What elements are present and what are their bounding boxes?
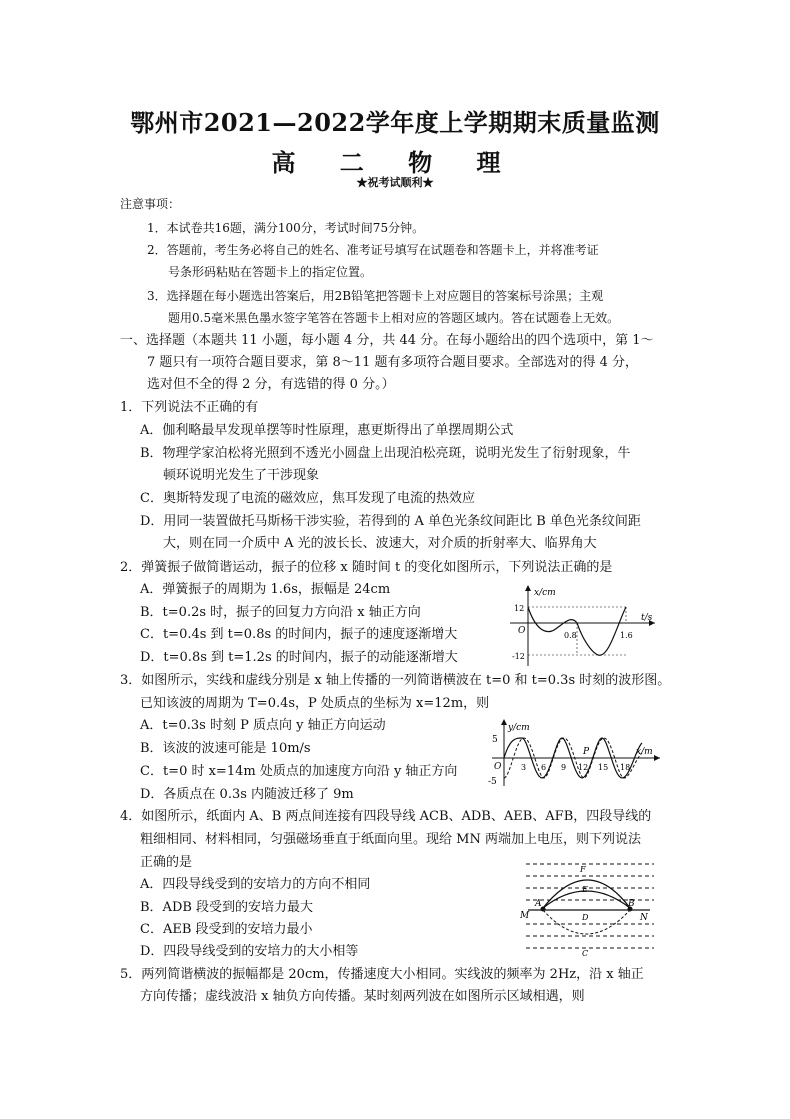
oscillation-graph: [500, 583, 660, 668]
y-tick-bottom: -5: [488, 777, 497, 787]
y-axis-label: y/cm: [508, 723, 530, 733]
notes-heading: 注意事项：: [120, 197, 181, 211]
option-c: C．t=0.4s 到 t=0.8s 的时间内，振子的速度逐渐增大: [140, 627, 458, 642]
y-tick-bottom: -12: [512, 652, 525, 661]
x-tick-1-6: 1.6: [620, 631, 633, 640]
question-stem-cont: 正确的是: [140, 855, 193, 870]
option-d: D．用同一装置做托马斯杨干涉实验，若得到的 A 单色光条纹间距比 B 单色光条纹间距: [140, 514, 641, 529]
blessing-line: ★祝考试顺利★: [356, 176, 434, 189]
option-b: B．物理学家泊松将光照到不透光小圆盘上出现泊松亮斑，说明光发生了衍射现象，牛: [140, 446, 631, 461]
label-e: E: [582, 885, 588, 894]
option-c: C．t=0 时 x=14m 处质点的加速度方向沿 y 轴正方向: [140, 764, 458, 779]
option-a: A．弹簧振子的周期为 1.6s，振幅是 24cm: [140, 582, 391, 597]
wire-magnetic-diagram: [518, 858, 658, 958]
section-heading: 一、选择题（本题共 11 小题，每小题 4 分，共 44 分。在每小题给出的四个选项中，第 1～: [120, 333, 654, 348]
label-b: B: [628, 899, 635, 909]
x-tick: 9: [561, 763, 567, 772]
option-d-cont: 大，则在同一介质中 A 光的波长长、波速大，对介质的折射率大、临界角大: [163, 536, 597, 551]
point-p-label: P: [583, 747, 590, 757]
question-stem-cont: 方向传播；虚线波沿 x 轴负方向传播。某时刻两列波在如图所示区域相遇，则: [140, 989, 585, 1004]
option-a: A．四段导线受到的安培力的方向不相同: [140, 877, 371, 892]
option-d: D．各质点在 0.3s 内随波迁移了 9m: [140, 787, 354, 802]
x-tick: 3: [521, 763, 527, 772]
note-item: 3．选择题在每小题选出答案后，用2B铅笔把答题卡上对应题目的答案标号涂黑；主观: [147, 289, 604, 303]
x-tick: 18: [620, 763, 631, 772]
origin-label: O: [518, 626, 526, 636]
label-a: A: [535, 899, 542, 909]
option-c: C．AEB 段受到的安培力最小: [140, 922, 313, 937]
section-heading: 选对但不全的得 2 分，有选错的得 0 分。）: [147, 377, 395, 392]
option-b-cont: 顿环说明光发生了干涉现象: [163, 468, 320, 483]
question-stem-cont: 粗细相同、材料相同，匀强磁场垂直于纸面向里。现给 MN 两端加上电压，则下列说法: [140, 832, 641, 847]
question-stem: 4．如图所示，纸面内 A、B 两点间连接有四段导线 ACB、ADB、AEB、AFB，四段导线的: [120, 809, 652, 824]
note-item: 号条形码粘贴在答题卡上的指定位置。: [168, 265, 373, 279]
x-tick: 12: [578, 763, 589, 772]
x-tick-0-8: 0.8: [564, 631, 577, 640]
option-d: D．t=0.8s 到 t=1.2s 的时间内，振子的动能逐渐增大: [140, 650, 458, 665]
x-axis-label: t/s: [641, 613, 653, 623]
option-a: A．伽利略最早发现单摆等时性原理，惠更斯得出了单摆周期公式: [140, 423, 514, 438]
exam-title: 鄂州市2021—2022学年度上学期期末质量监测: [130, 108, 660, 137]
label-n: N: [640, 913, 648, 923]
note-item: 2．答题前，考生务必将自己的姓名、准考证号填写在试题卷和答题卡上，并将准考证: [147, 243, 599, 257]
y-tick-top: 12: [514, 604, 525, 613]
x-tick: 15: [598, 763, 609, 772]
y-tick-top: 5: [492, 735, 498, 745]
note-item: 1．本试卷共16题，满分100分，考试时间75分钟。: [147, 221, 425, 235]
option-c: C．奥斯特发现了电流的磁效应，焦耳发现了电流的热效应: [140, 491, 475, 506]
option-b: B．t=0.2s 时，振子的回复力方向沿 x 轴正方向: [140, 605, 421, 620]
option-b: B．该波的波速可能是 10m/s: [140, 741, 311, 756]
x-tick: 6: [541, 763, 547, 772]
question-stem: 1．下列说法不正确的有: [120, 400, 259, 415]
subject-title: 高 二 物 理: [271, 148, 519, 177]
label-d: D: [582, 913, 589, 922]
note-item: 题用0.5毫米黑色墨水签字笔答在答题卡上相对应的答题区域内。答在试题卷上无效。: [168, 311, 620, 325]
section-heading: 7 题只有一项符合题目要求，第 8～11 题有多项符合题目要求。全部选对的得 4 分，: [147, 355, 639, 370]
label-m: M: [520, 911, 530, 921]
question-stem-cont: 已知该波的周期为 T=0.4s，P 处质点的坐标为 x=12m，则: [140, 696, 490, 711]
option-b: B．ADB 段受到的安培力最大: [140, 900, 314, 915]
label-f: F: [580, 865, 586, 874]
question-stem: 3．如图所示，实线和虚线分别是 x 轴上传播的一列简谐横波在 t=0 和 t=0.3s 时刻的波形图。: [120, 673, 671, 688]
question-stem: 2．弹簧振子做简谐运动，振子的位移 x 随时间 t 的变化如图所示，下列说法正确的是: [120, 560, 613, 575]
wave-graph: [480, 718, 665, 790]
label-c: C: [582, 949, 589, 958]
option-d: D．四段导线受到的安培力的大小相等: [140, 944, 359, 959]
question-stem: 5．两列简谐横波的振幅都是 20cm，传播速度大小相同。实线波的频率为 2Hz，沿 x 轴正: [120, 967, 644, 982]
x-axis-label: x/m: [636, 747, 653, 757]
origin-label: O: [494, 762, 502, 772]
y-axis-label: x/cm: [534, 588, 556, 598]
option-a: A．t=0.3s 时刻 P 质点向 y 轴正方向运动: [140, 718, 386, 733]
